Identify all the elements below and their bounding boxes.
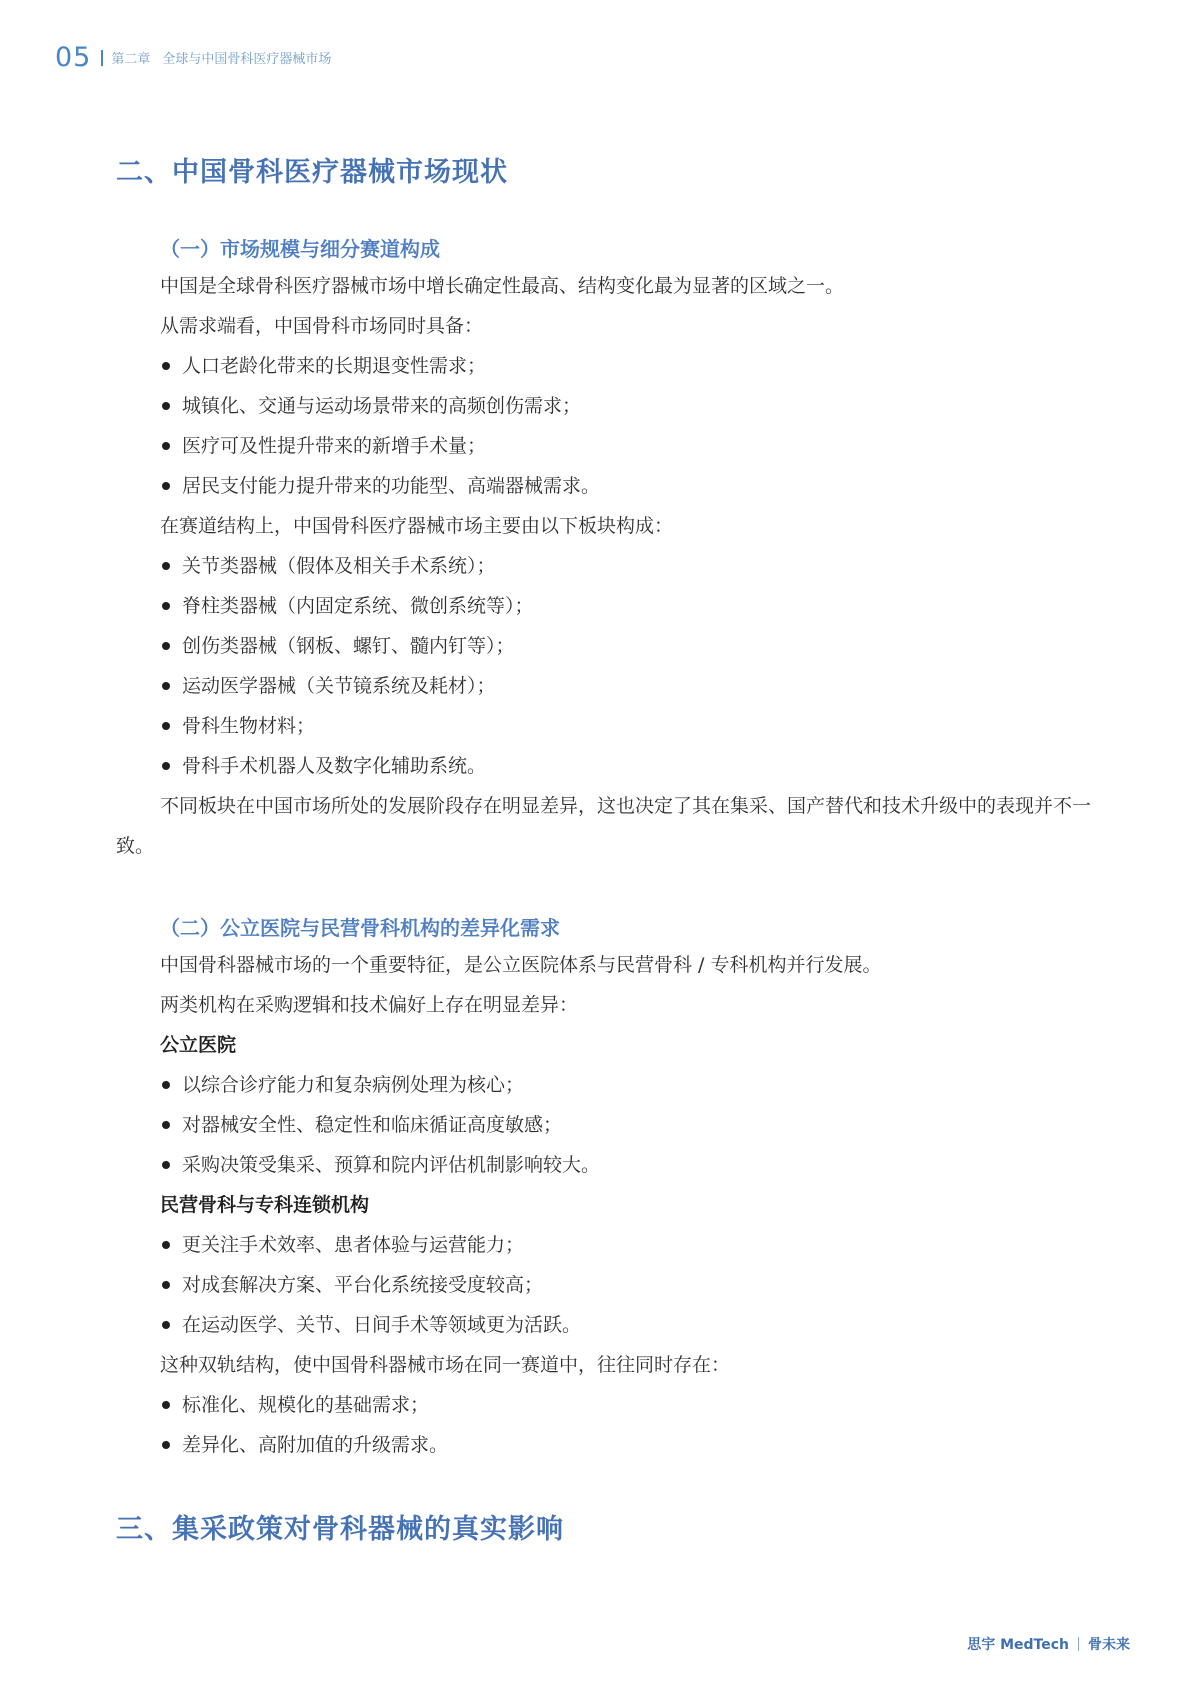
list-item-text: 差异化、高附加值的升级需求。 xyxy=(182,1434,449,1456)
bullet-icon xyxy=(162,562,170,570)
subsection-2-heading: （二）公立医院与民营骨科机构的差异化需求 xyxy=(160,916,560,940)
bullet-icon xyxy=(162,1121,170,1129)
list-item xyxy=(162,1385,1106,1425)
list-item xyxy=(162,706,1106,746)
list-item-text: 运动医学器械（关节镜系统及耗材）； xyxy=(182,675,496,697)
paragraph: 中国骨科器械市场的一个重要特征，是公立医院体系与民营骨科 / 专科机构并行发展。 xyxy=(160,954,882,976)
chapter-title: 全球与中国骨科医疗器械市场 xyxy=(162,52,332,67)
list-item-text: 对器械安全性、稳定性和临床循证高度敏感； xyxy=(182,1114,563,1136)
list-item xyxy=(162,546,1106,586)
list-item-text: 医疗可及性提升带来的新增手术量； xyxy=(182,435,487,457)
bullet-icon xyxy=(162,602,170,610)
public-hospital-list xyxy=(116,1065,1106,1185)
bullet-icon xyxy=(162,1401,170,1409)
bullet-icon xyxy=(162,1161,170,1169)
footer-slogan: 骨未来 xyxy=(1088,1637,1130,1653)
segment-list xyxy=(116,546,1106,786)
list-item-text: 更关注手术效率、患者体验与运营能力； xyxy=(182,1234,525,1256)
page-content xyxy=(116,150,1106,1546)
list-item xyxy=(162,466,1106,506)
paragraph: 中国是全球骨科医疗器械市场中增长确定性最高、结构变化最为显著的区域之一。 xyxy=(160,275,845,297)
list-item-text: 对成套解决方案、平台化系统接受度较高； xyxy=(182,1274,544,1296)
demand-list xyxy=(116,346,1106,506)
section-2-heading: 二、中国骨科医疗器械市场现状 xyxy=(116,157,508,188)
list-item xyxy=(162,1265,1106,1305)
list-item xyxy=(162,1065,1106,1105)
bullet-icon xyxy=(162,1241,170,1249)
bullet-icon xyxy=(162,402,170,410)
list-item-text: 骨科生物材料； xyxy=(182,715,316,737)
bullet-icon xyxy=(162,1081,170,1089)
bullet-icon xyxy=(162,362,170,370)
bullet-icon xyxy=(162,682,170,690)
private-institution-heading: 民营骨科与专科连锁机构 xyxy=(160,1194,370,1216)
list-item xyxy=(162,586,1106,626)
bullet-icon xyxy=(162,1281,170,1289)
bullet-icon xyxy=(162,762,170,770)
private-institution-list xyxy=(116,1225,1106,1345)
list-item xyxy=(162,666,1106,706)
list-item xyxy=(162,426,1106,466)
list-item xyxy=(162,386,1106,426)
list-item xyxy=(162,346,1106,386)
list-item xyxy=(162,1425,1106,1465)
list-item-text: 采购决策受集采、预算和院内评估机制影响较大。 xyxy=(182,1154,601,1176)
subsection-1-heading: （一）市场规模与细分赛道构成 xyxy=(160,237,440,261)
paragraph: 两类机构在采购逻辑和技术偏好上存在明显差异： xyxy=(160,994,579,1016)
bullet-icon xyxy=(162,1321,170,1329)
list-item-text: 人口老龄化带来的长期退变性需求； xyxy=(182,355,487,377)
page-footer xyxy=(967,1634,1130,1654)
bullet-icon xyxy=(162,722,170,730)
list-item-text: 城镇化、交通与运动场景带来的高频创伤需求； xyxy=(182,395,582,417)
page-header xyxy=(55,44,331,71)
list-item-text: 在运动医学、关节、日间手术等领域更为活跃。 xyxy=(182,1314,582,1336)
section-3-heading: 三、集采政策对骨科器械的真实影响 xyxy=(116,1514,564,1545)
list-item-text: 居民支付能力提升带来的功能型、高端器械需求。 xyxy=(182,475,601,497)
chapter-label: 第二章 xyxy=(111,52,151,67)
paragraph: 这种双轨结构，使中国骨科器械市场在同一赛道中，往往同时存在： xyxy=(160,1354,731,1376)
bullet-icon xyxy=(162,442,170,450)
bullet-icon xyxy=(162,642,170,650)
bullet-icon xyxy=(162,1441,170,1449)
dual-track-list xyxy=(116,1385,1106,1465)
paragraph: 在赛道结构上，中国骨科医疗器械市场主要由以下板块构成： xyxy=(160,515,674,537)
footer-brand: 思宇 MedTech xyxy=(967,1637,1069,1653)
list-item-text: 以综合诊疗能力和复杂病例处理为核心； xyxy=(182,1074,525,1096)
public-hospital-heading: 公立医院 xyxy=(160,1034,237,1056)
list-item-text: 脊柱类器械（内固定系统、微创系统等）； xyxy=(182,595,534,617)
conclusion-paragraph: 不同板块在中国市场所处的发展阶段存在明显差异，这也决定了其在集采、国产替代和技术升级中的表现并不一致。 xyxy=(116,795,1092,857)
list-item xyxy=(162,1225,1106,1265)
page-number: 05 xyxy=(55,42,92,73)
footer-divider xyxy=(1078,1637,1079,1651)
list-item xyxy=(162,1105,1106,1145)
list-item-text: 关节类器械（假体及相关手术系统）； xyxy=(182,555,496,577)
list-item-text: 创伤类器械（钢板、螺钉、髓内钉等）； xyxy=(182,635,515,657)
list-item xyxy=(162,626,1106,666)
list-item xyxy=(162,746,1106,786)
list-item xyxy=(162,1145,1106,1185)
list-item-text: 骨科手术机器人及数字化辅助系统。 xyxy=(182,755,487,777)
paragraph: 从需求端看，中国骨科市场同时具备： xyxy=(160,315,484,337)
list-item xyxy=(162,1305,1106,1345)
list-item-text: 标准化、规模化的基础需求； xyxy=(182,1394,430,1416)
bullet-icon xyxy=(162,482,170,490)
header-divider xyxy=(101,50,103,66)
